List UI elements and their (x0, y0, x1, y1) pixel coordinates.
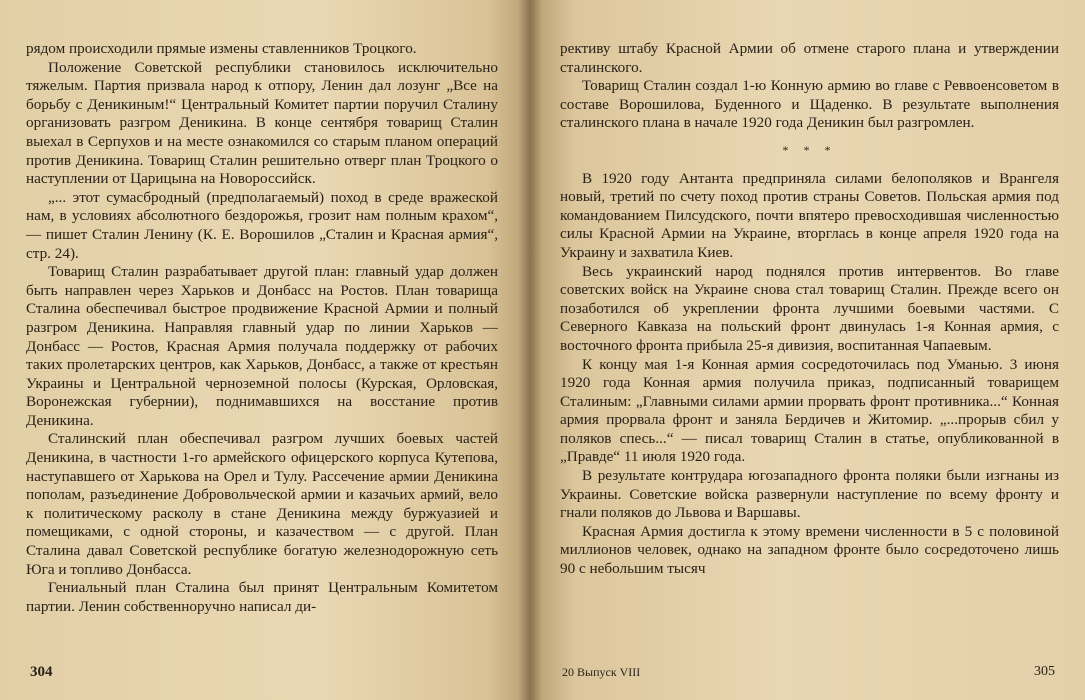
paragraph: Красная Армия достигла к этому времени численности в 5 с половиной миллионов человек, однако на западном фронте было сосредоточено лишь 90 с небольшим тысяч (560, 522, 1059, 578)
section-break: * * * (782, 142, 837, 157)
page-number-left: 304 (30, 664, 53, 681)
paragraph: К концу мая 1-я Конная армия сосредоточилась под Уманью. 3 июня 1920 года Конная армия получила приказ, подписанный товарищем Сталиным: „Главными силами армии прорвать фронт противника...“ Конная армия прорвала фронт и заняла Бердичев и Житомир. „...прорыв сбил у поляков спесь...“ — писал товарищ Сталин в статье, опубликованной в „Правде“ 11 июля 1920 года. (560, 355, 1059, 466)
quote-paragraph: „... этот сумасбродный (предполагаемый) поход в среде вражеской нам, в условиях абсолютного бездорожья, грозит нам полным крахом“,— пишет Сталин Ленину (К. Е. Ворошилов „Сталин и Красная армия“, стр. 24). (26, 188, 498, 262)
paragraph: Товарищ Сталин создал 1-ю Конную армию во главе с Реввоенсоветом в составе Ворошилова, Буденного и Щаденко. В результате выполнения сталинского плана в начале 1920 года Деникин был разгромлен. (560, 77, 1059, 132)
left-page (0, 0, 530, 700)
paragraph: Сталинский план обеспечивал разгром лучших боевых частей Деникина, в частности 1-го армейского офицерского корпуса Кутепова, наступавшего от Харькова на Орел и Тулу. Рассечение армии Деникина пополам, разъединение Добровольческой армии и казачьих армий, вело к политическому расколу в стане Деникина между буржуазией и помещиками, с одной стороны, и казачеством — с другой. План Сталина давал Советской республике богатую железнодорожную сеть Юга и топливо Донбасса. (26, 430, 498, 578)
paragraph: В 1920 году Антанта предприняла силами белополяков и Врангеля новый, третий по счету поход против страны Советов. Польская армия под командованием Пилсудского, почти впятеро превосходившая численностью силы Красной Армии на Украине, вторглась в конце апреля 1920 года на Украину и захватила Киев. (560, 169, 1059, 261)
paragraph: Гениальный план Сталина был принят Центральным Комитетом партии. Ленин собственноручно написал ди- (26, 579, 498, 615)
paragraph: Весь украинский народ поднялся против интервентов. Во главе советских войск на Украине снова стал товарищ Сталин. Прежде всего он позаботился об укреплении фронта лучшими боевыми частями. С Северного Кавказа на польский фронт двинулась 1-я Конная армия, с восточного фронта прибыла 25-я дивизия, воспитанная Чапаевым. (560, 262, 1059, 354)
paragraph: рективу штабу Красной Армии об отмене старого плана и утверждении сталинского. (560, 40, 1059, 76)
page-number-right: 305 (1034, 664, 1055, 680)
paragraph: В результате контрудара югозападного фронта поляки были изгнаны из Украины. Советские войска развернули наступление по всему фронту и гнали поляков до Львова и Варшавы. (560, 467, 1059, 522)
right-page (530, 0, 1085, 700)
paragraph: Положение Советской республики становилось исключительно тяжелым. Партия призвала народ к отпору, Ленин дал лозунг „Все на борьбу с Деникиным!“ Центральный Комитет партии поручил Сталину организовать разгром Деникина. В конце сентября товарищ Сталин выехал в Серпухов и на месте ознакомился со старым планом операций против Деникина. Товарищ Сталин решительно отверг план Троцкого о наступлении от Царицына на Новороссийск. (26, 58, 498, 188)
signature-mark: 20 Выпуск VIII (562, 665, 641, 680)
paragraph: рядом происходили прямые измены ставленников Троцкого. (26, 40, 417, 57)
paragraph: Товарищ Сталин разрабатывает другой план: главный удар должен быть направлен через Харьков и Донбасс на Ростов. План товарища Сталина обеспечивал быстрое продвижение Красной Армии и полный разгром Деникина. Направляя главный удар по линии Харьков — Донбасс — Ростов, Красная Армия получала поддержку от рабочих таких пролетарских центров, как Харьков, Донбасс, а также от крестьян Украины и Центральной черноземной полосы (Курская, Орловская, Воронежская губернии), поднимавшихся на восстание против Деникина. (26, 263, 498, 429)
